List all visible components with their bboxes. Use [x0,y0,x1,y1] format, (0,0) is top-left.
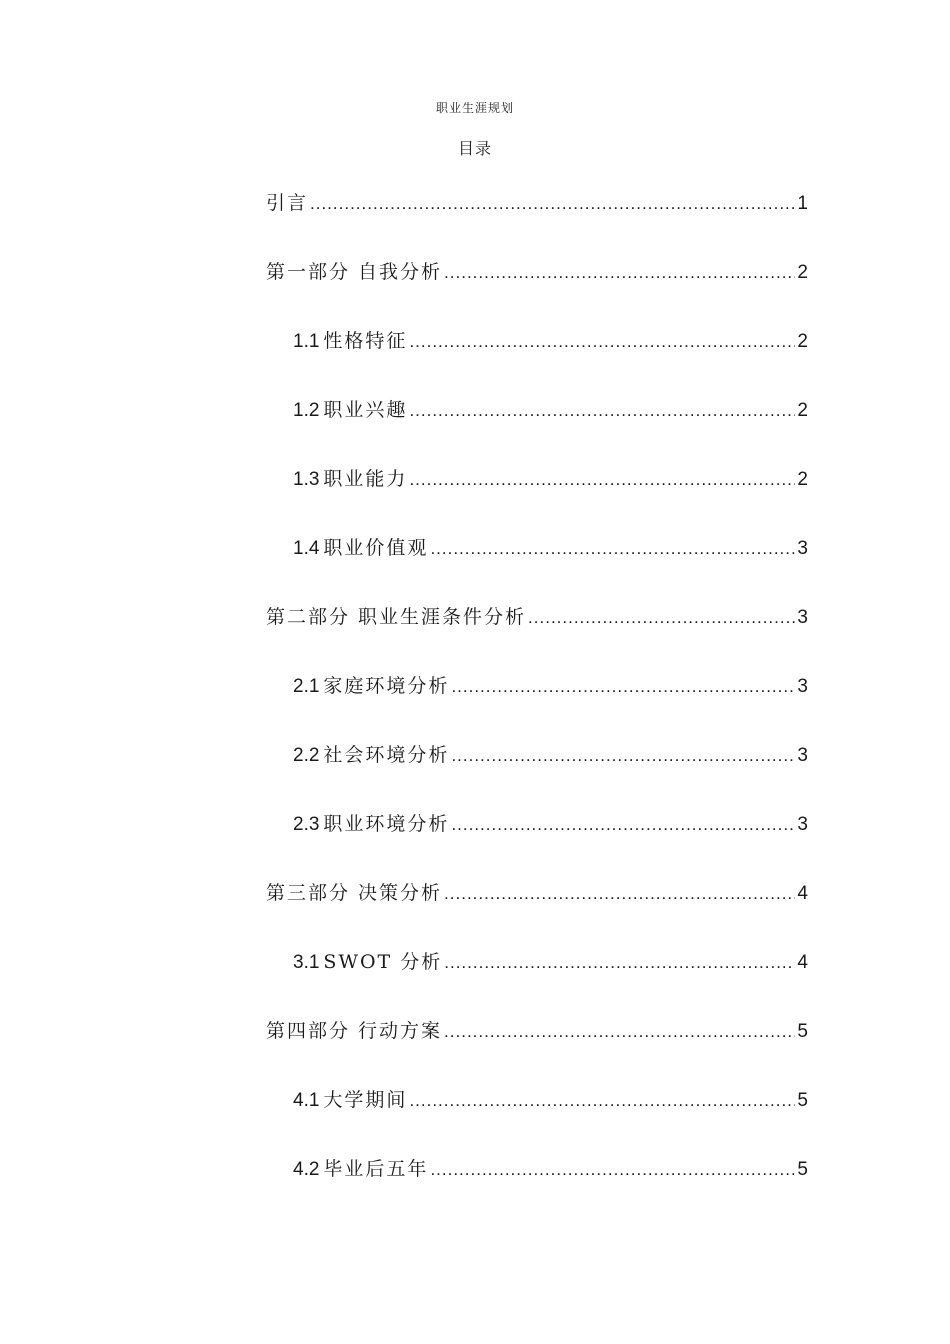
toc-entry[interactable] [262,805,808,874]
toc-page-number: 4 [797,883,808,904]
toc-entry[interactable] [262,391,808,460]
toc-entry-label: 2.3 职业环境分析 [293,813,450,835]
toc-entry[interactable] [262,322,808,391]
toc-entry-label: 1.3 职业能力 [293,468,408,490]
dot-leader [430,530,795,568]
toc-entry-label: 3.1 SWOT 分析 [293,951,443,973]
toc-entry-label: 2.2 社会环境分析 [293,744,450,766]
dot-leader [409,323,795,361]
toc-entry-label: 4.2 毕业后五年 [293,1158,429,1180]
toc-page-number: 3 [797,538,808,559]
toc-entry[interactable] [262,736,808,805]
toc-entry[interactable] [262,529,808,598]
toc-page-number: 4 [797,952,808,973]
toc-page-number: 2 [797,469,808,490]
dot-leader [310,185,795,223]
dot-leader [528,599,795,637]
dot-leader [430,1151,795,1189]
dot-leader [451,737,795,775]
toc-entry-label: 1.1 性格特征 [293,330,408,352]
table-of-contents [262,184,808,1219]
dot-leader [444,254,795,292]
toc-page-number: 2 [797,262,808,283]
toc-page-number: 2 [797,331,808,352]
toc-page-number: 3 [797,814,808,835]
toc-entry[interactable] [262,1012,808,1081]
dot-leader [444,1013,795,1051]
toc-page-number: 3 [797,676,808,697]
toc-page-number: 5 [797,1021,808,1042]
toc-entry-label: 4.1 大学期间 [293,1089,408,1111]
toc-entry[interactable] [262,1150,808,1219]
toc-entry-label: 引言 [266,192,309,214]
toc-page-number: 5 [797,1090,808,1111]
dot-leader [409,461,795,499]
toc-entry-label: 第二部分 职业生涯条件分析 [266,606,527,628]
toc-entry[interactable] [262,1081,808,1150]
toc-entry-label: 2.1 家庭环境分析 [293,675,450,697]
toc-page-number: 1 [797,193,808,214]
running-header: 职业生涯规划 [435,101,514,115]
toc-page-number: 2 [797,400,808,421]
toc-entry-label: 第三部分 决策分析 [266,882,443,904]
toc-entry-label: 第一部分 自我分析 [266,261,443,283]
toc-page-number: 3 [797,745,808,766]
dot-leader [451,668,795,706]
toc-entry[interactable] [262,667,808,736]
toc-entry[interactable] [262,598,808,667]
dot-leader [444,875,795,913]
toc-entry[interactable] [262,253,808,322]
toc-page-number: 3 [797,607,808,628]
toc-title: 目录 [457,139,492,158]
toc-entry[interactable] [262,874,808,943]
toc-entry-label: 1.4 职业价值观 [293,537,429,559]
toc-entry[interactable] [262,943,808,1012]
dot-leader [444,944,795,982]
toc-entry-label: 1.2 职业兴趣 [293,399,408,421]
toc-entry[interactable] [262,460,808,529]
dot-leader [451,806,795,844]
dot-leader [409,392,795,430]
toc-page-number: 5 [797,1159,808,1180]
toc-entry-label: 第四部分 行动方案 [266,1020,443,1042]
toc-entry[interactable] [262,184,808,253]
dot-leader [409,1082,795,1120]
